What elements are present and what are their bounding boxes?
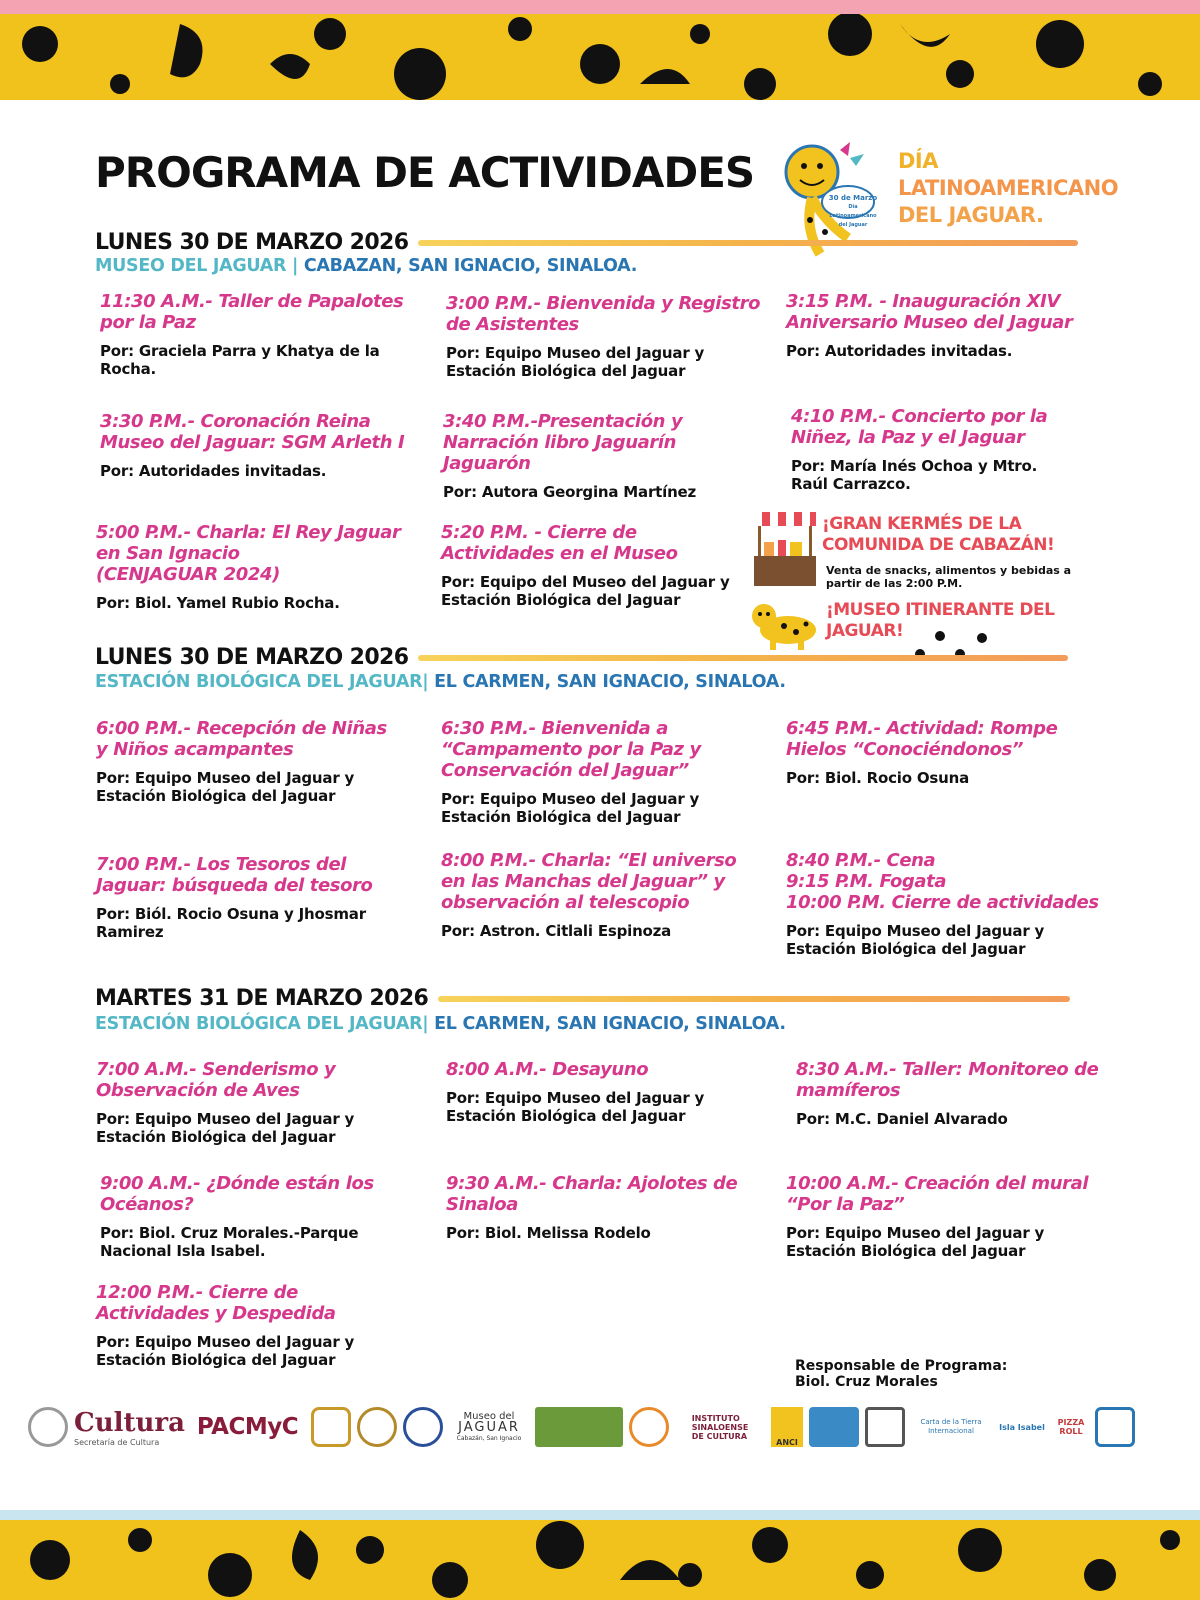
day-title: LUNES 30 DE MARZO 2026 [95, 645, 409, 670]
activity-by: Por: Equipo Museo del Jaguar y Estación Biológica del Jaguar [96, 769, 355, 805]
activity [791, 406, 1111, 493]
day-header [95, 230, 1078, 255]
activity-by: Por: Autora Georgina Martínez [443, 483, 697, 501]
activity-by: Por: Biól. Rocio Osuna y Jhosmar Ramirez [96, 905, 366, 941]
program-responsible [795, 1358, 1007, 1390]
food-stand-icon [750, 512, 820, 588]
activity [441, 718, 761, 826]
venue-line [95, 256, 637, 276]
activity-title: 3:30 P.M.- Coronación Reina Museo del Jaguar: SGM Arleth I [100, 411, 405, 453]
day-title: MARTES 31 DE MARZO 2026 [95, 986, 429, 1011]
university-seal-icon [403, 1407, 443, 1447]
venue-place: ESTACIÓN BIOLÓGICA DEL JAGUAR| [95, 672, 435, 692]
venue-line [95, 672, 786, 692]
activity [796, 1059, 1136, 1128]
venue-place: MUSEO DEL JAGUAR | [95, 256, 304, 276]
activity [96, 718, 416, 805]
activity-title: 12:00 P.M.- Cierre de Actividades y Despedida [96, 1282, 336, 1324]
isic-line-3: DE CULTURA [691, 1431, 748, 1441]
activity-by: Por: Autoridades invitadas. [786, 342, 1013, 360]
day-title: LUNES 30 DE MARZO 2026 [95, 230, 409, 255]
activity-by: Por: Biol. Rocio Osuna [786, 769, 970, 787]
event-title-line-3: DEL JAGUAR. [898, 203, 1044, 227]
activity [446, 293, 766, 380]
activity [786, 850, 1126, 958]
activity [446, 1173, 766, 1242]
carta-tierra-logo: Carta de la Tierra Internacional [920, 1418, 982, 1435]
kermes-title: ¡GRAN KERMÉS DE LA COMUNIDA DE CABAZÁN! [822, 514, 1055, 555]
venue-place: ESTACIÓN BIOLÓGICA DEL JAGUAR| [95, 1014, 435, 1034]
activity-title: 6:00 P.M.- Recepción de Niñas y Niños acampantes [96, 718, 387, 760]
activity-by: Por: Autoridades invitadas. [100, 462, 327, 480]
sponsor-logos [28, 1402, 1178, 1452]
event-title [898, 148, 1158, 229]
state-shield-icon [1095, 1407, 1135, 1447]
event-title-line-1: DÍA [898, 149, 938, 173]
activity [96, 1282, 416, 1369]
venue-city: EL CARMEN, SAN IGNACIO, SINALOA. [434, 672, 786, 692]
venue-line [95, 1014, 786, 1034]
cultura-logo-text: Cultura [74, 1407, 185, 1438]
program-page [0, 100, 1200, 1510]
activity [100, 411, 420, 480]
day-divider [418, 655, 1068, 661]
activity-title: 8:00 A.M.- Desayuno [446, 1059, 649, 1080]
grupo-jovenes-logo-icon [809, 1407, 859, 1447]
museo-logo-line-3: Cabazán, San Ignacio [456, 1434, 522, 1442]
activity-by: Por: Astron. Citlali Espinoza [441, 922, 672, 940]
activity [96, 1059, 416, 1146]
isic-logo [675, 1414, 765, 1441]
museo-logo-line-2: JAGUAR [458, 1419, 520, 1435]
venue-city: CABAZAN, SAN IGNACIO, SINALOA. [303, 256, 638, 276]
activity-title: 9:00 A.M.- ¿Dónde están los Océanos? [100, 1173, 374, 1215]
cultura-logo-subtitle: Secretaría de Cultura [74, 1437, 160, 1447]
pacmyc-logo: PACMyC [196, 1414, 299, 1440]
activity-title: 7:00 A.M.- Senderismo y Observación de Aves [96, 1059, 336, 1101]
activity-title: 5:20 P.M. - Cierre de Actividades en el Museo [441, 522, 678, 564]
event-title-line-2: LATINOAMERICANO [898, 176, 1119, 200]
activity [786, 1173, 1126, 1260]
top-pattern-band [0, 0, 1200, 100]
pizza-roll-logo: PIZZA ROLL [1057, 1418, 1085, 1436]
activity-title: 4:10 P.M.- Concierto por la Niñez, la Paz y el Jaguar [791, 406, 1048, 448]
cultura-logo [74, 1408, 184, 1447]
activity-title: 9:30 A.M.- Charla: Ajolotes de Sinaloa [446, 1173, 738, 1215]
activity-title: 3:40 P.M.-Presentación y Narración libro Jaguarín Jaguarón [443, 411, 683, 474]
activity [441, 522, 761, 609]
day-divider [438, 996, 1070, 1002]
day-header [95, 986, 1070, 1011]
activity-title: 8:30 A.M.- Taller: Monitoreo de mamíferos [796, 1059, 1099, 1101]
activity [786, 291, 1106, 360]
activity [96, 522, 416, 612]
museo-itinerante-title: ¡MUSEO ITINERANTE DEL JAGUAR! [826, 600, 1055, 641]
logo-badge-label: Día Latinoamericano del Jaguar [829, 204, 877, 228]
activity-title: 3:00 P.M.- Bienvenida y Registro de Asistentes [446, 293, 761, 335]
isic-line-1: INSTITUTO [691, 1413, 740, 1423]
activity-by: Por: María Inés Ochoa y Mtro. Raúl Carrazco. [791, 457, 1038, 493]
activity-by: Por: M.C. Daniel Alvarado [796, 1110, 1008, 1128]
logo-badge-text [828, 194, 878, 229]
activity [96, 854, 416, 941]
isic-line-2: SINALOENSE [691, 1422, 749, 1432]
community-logo-icon [865, 1407, 905, 1447]
activity-by: Por: Equipo Museo del Jaguar y Estación Biológica del Jaguar [96, 1110, 355, 1146]
kermes-subtitle: Venta de snacks, alimentos y bebidas a partir de las 2:00 P.M. [826, 564, 1072, 590]
day-header [95, 645, 1068, 670]
activity-title: 6:30 P.M.- Bienvenida a “Campamento por la Paz y Conservación del Jaguar” [441, 718, 701, 781]
responsible-name: Biol. Cruz Morales [795, 1374, 938, 1390]
activity-title: 3:15 P.M. - Inauguración XIV Aniversario Museo del Jaguar [786, 291, 1073, 333]
bottom-pattern-band [0, 1510, 1200, 1600]
activity-by: Por: Biol. Melissa Rodelo [446, 1224, 651, 1242]
activity [100, 1173, 420, 1260]
kermes-block [750, 512, 1090, 662]
activity-title: 10:00 A.M.- Creación del mural “Por la Paz” [786, 1173, 1089, 1215]
school-seal-icon [357, 1407, 397, 1447]
activity-title: 11:30 A.M.- Taller de Papalotes por la Paz [100, 291, 404, 333]
activity [100, 291, 420, 378]
activity-by: Por: Equipo Museo del Jaguar y Estación Biológica del Jaguar [441, 790, 700, 826]
activity-by: Por: Equipo Museo del Jaguar y Estación Biológica del Jaguar [786, 1224, 1045, 1260]
municipal-shield-icon [311, 1407, 351, 1447]
activity-title: 7:00 P.M.- Los Tesoros del Jaguar: búsqueda del tesoro [96, 854, 373, 896]
mexico-seal-icon [28, 1407, 68, 1447]
activity-by: Por: Equipo Museo del Jaguar y Estación Biológica del Jaguar [786, 922, 1045, 958]
isla-isabel-logo: Isla Isabel [999, 1422, 1045, 1432]
responsible-label: Responsable de Programa: [795, 1358, 1008, 1374]
activity-by: Por: Biol. Yamel Rubio Rocha. [96, 594, 340, 612]
activity [786, 718, 1106, 787]
venue-city: EL CARMEN, SAN IGNACIO, SINALOA. [434, 1014, 786, 1034]
activity-by: Por: Equipo Museo del Jaguar y Estación Biológica del Jaguar [446, 344, 705, 380]
activity [446, 1059, 766, 1125]
activity-by: Por: Equipo del Museo del Jaguar y Estación Biológica del Jaguar [441, 573, 730, 609]
activity-by: Por: Biol. Cruz Morales.-Parque Nacional Isla Isabel. [100, 1224, 359, 1260]
anci-logo: ANCI [771, 1407, 803, 1447]
jaguar-illustration-icon [750, 596, 820, 652]
activity-by: Por: Equipo Museo del Jaguar y Estación Biológica del Jaguar [446, 1089, 705, 1125]
activity-title: 8:40 P.M.- Cena 9:15 P.M. Fogata 10:00 P.M. Cierre de actividades [786, 850, 1099, 913]
activity-title: 5:00 P.M.- Charla: El Rey Jaguar en San Ignacio (CENJAGUAR 2024) [96, 522, 401, 585]
logo-badge-date: 30 de Marzo [828, 194, 878, 202]
museo-logo-line-1: Museo del [463, 1410, 515, 1422]
activity-title: 6:45 P.M.- Actividad: Rompe Hielos “Conociéndonos” [786, 718, 1058, 760]
conservation-seal-icon [629, 1407, 669, 1447]
page-title: PROGRAMA DE ACTIVIDADES [95, 148, 755, 197]
activity-by: Por: Graciela Parra y Khatya de la Rocha. [100, 342, 380, 378]
day-divider [418, 240, 1078, 246]
activity [443, 411, 763, 501]
museo-jaguar-logo [449, 1411, 529, 1444]
estacion-biologica-logo-icon [535, 1407, 623, 1447]
activity [441, 850, 761, 940]
activity-title: 8:00 P.M.- Charla: “El universo en las Manchas del Jaguar” y observación al telescopio [441, 850, 737, 913]
activity-by: Por: Equipo Museo del Jaguar y Estación Biológica del Jaguar [96, 1333, 355, 1369]
